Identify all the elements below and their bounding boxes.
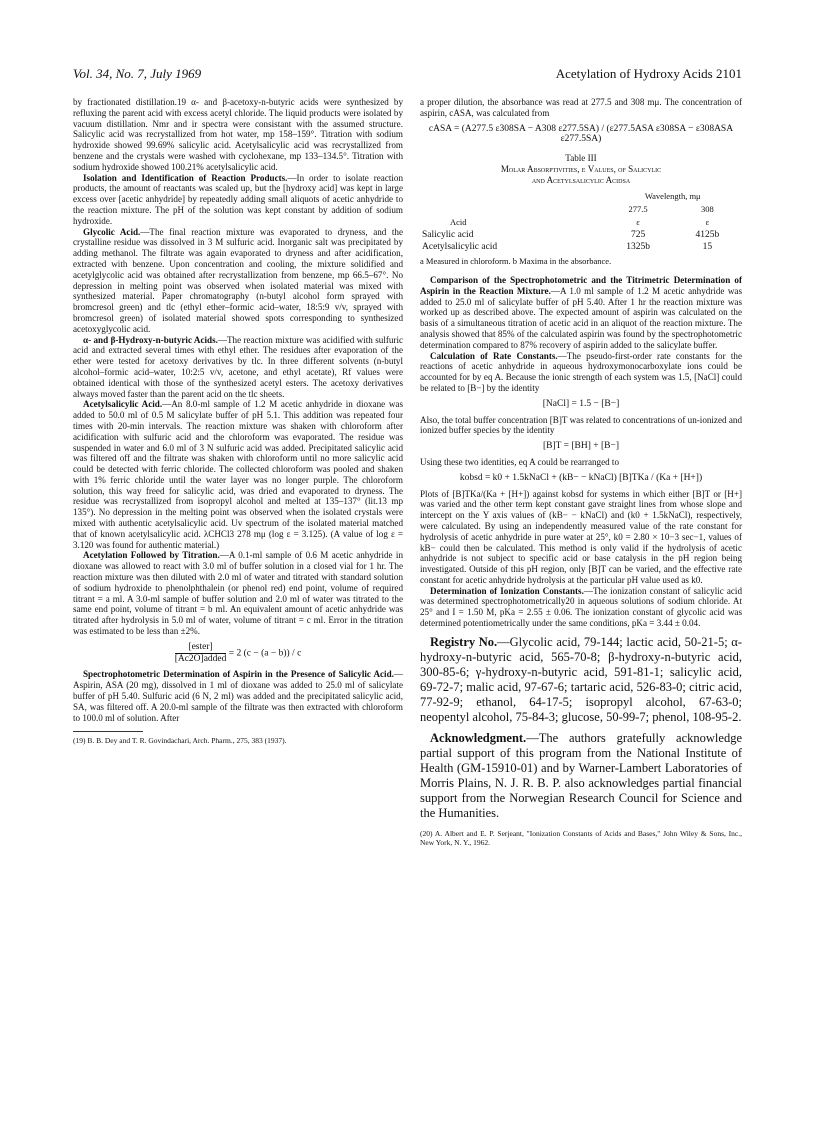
paragraph-text: —The ionization constant of salicylic acid was determined spectrophotometrically20 in aqueous solutions of sodium chloride. At 25° and I = 1.50 M, pKa = 2.55 ± 0.06. The ionization constant of glycolic acid was determined potentiometrically under the same conditions, pKa = 3.44 ± 0.04. (420, 585, 743, 629)
table-label: Table III (565, 153, 597, 164)
equation-fraction (175, 642, 227, 665)
table-title-line2: and Acetylsalicylic Acidsa (531, 175, 631, 186)
equation-nacl: [NaCl] = 1.5 − [B−] (542, 398, 620, 409)
table-cell: 4125b (695, 229, 720, 240)
paragraph (420, 351, 742, 394)
paragraph (73, 173, 403, 227)
running-title-page: Acetylation of Hydroxy Acids 2101 (555, 66, 742, 81)
table-cell: 15 (702, 242, 713, 253)
table-cell: 1325b (626, 242, 650, 253)
table-cell: 725 (630, 229, 646, 240)
paragraph-text: —Glycolic acid, 79-144; lactic acid, 50-21-5; α-hydroxy-n-butyric acid, 565-70-8; β-hydroxy-n-butyric acid, 300-85-6; γ-hydroxy-n-butyric acid, 591-81-1; salicylic acid, 69-72-7; malic acid, 97-67-6; tartaric acid, 526-83-0; citric acid, 77-92-9; ethanol, 64-17-5; isopropyl alcohol, 67-63-0; neopentyl alcohol, 75-84-3; glucose, 50-99-7; phenol, 108-95-2. (420, 634, 743, 724)
equation-buffer-total: [B]T = [BH] + [B−] (542, 441, 620, 452)
journal-volume: Vol. 34, No. 7, July 1969 (73, 66, 202, 81)
paragraph (73, 669, 403, 723)
equation-numerator: [ester] (175, 642, 227, 654)
row-header-label: Acid (450, 216, 467, 227)
left-column (73, 97, 403, 745)
table-cell: Salicylic acid (422, 229, 474, 240)
section-heading: Comparison of the Spectrophotometric and the Titrimetric Determination of Aspirin in the Reaction Mixture. (420, 274, 742, 296)
section-heading: Determination of Ionization Constants. (430, 585, 584, 596)
paragraph (73, 399, 403, 550)
table-caption (420, 153, 742, 186)
paragraph: a proper dilution, the absorbance was read at 277.5 and 308 mμ. The concentration of aspirin, cASA, was calculated from (420, 97, 742, 118)
paragraph-text: —The reaction mixture was acidified with sulfuric acid and extracted several times with ethyl ether. The residues after evaporation of the ether were tested for acetoxy derivatives by tlc. In three different solvents (n-butyl alcohol–formic acid–water, 10:2:5 v/v, acetone, and ethyl acetate), Rf values were obtained identical with those of the synthesized acetyl esters. The acetoxy derivatives always moved faster than the parent acid on the tlc sheets. (73, 334, 404, 399)
paragraph-text: —The pseudo-first-order rate constants for the reactions of acetic anhydride in aqueous hydroxymonocarboxylate ions could be accounted for by eq A. Because the ionic strength of each system was 1.5, [NaCl] could be related to [B−] by the identity (420, 350, 742, 393)
registry-paragraph (420, 635, 742, 725)
equation-ester-ratio (73, 642, 403, 665)
column-header: 277.5 (628, 203, 648, 214)
paragraph: Also, the total buffer concentration [B]T was related to concentrations of un-ionized and ionized buffer species by the identity (420, 414, 742, 436)
equation-kobsd: kobsd = k0 + 1.5kNaCl + (kB− − kNaCl) [B]TKa / (Ka + [H+]) (459, 472, 703, 483)
table-row (420, 229, 742, 242)
paragraph (73, 227, 403, 335)
section-heading: Glycolic Acid. (83, 226, 141, 237)
equation-rhs: = 2 (c − (a − b)) / c (228, 648, 302, 659)
paragraph-text: —A 0.1-ml sample of 0.6 M acetic anhydride in dioxane was allowed to react with 3.0 ml of buffer solution in a closed vial for 1 hr. The reaction mixture was then diluted with 2.0 ml of water and titrated with standard solution of sodium hydroxide to phenolphthalein (or phenol red) end point, volume of required titrant = a ml. A 3.0-ml sample of buffer solution and 2.0 ml of water was titrated to the same end point, volume of titrant = b ml. An equivalent amount of acetic anhydride was titrated after hydrolysis in 5.0 ml of water, volume of titrant = c ml. Error in the titration was estimated to be less than ±2%. (73, 550, 403, 637)
acknowledgment-paragraph (420, 731, 742, 821)
paragraph (420, 586, 742, 629)
paragraph: by fractionated distillation.19 α- and β-acetoxy-n-butyric acids were synthesized by refluxing the parent acid with excess acetyl chloride. The liquid products were isolated by vacuum distillation. Nmr and ir spectra were consistant with the assumed structure. Salicylic acid was recrystallized from hot water, mp 158–159°. Titration with sodium hydroxide showed 99.69% salicylic acid. Acetylsalicylic acid was recrystallized from benzene and the crystals were washed with cyclohexane, mp 133–134.5°. Titration with sodium hydroxide showed 100.21% acetylsalicylic acid. (73, 97, 403, 172)
section-heading: α- and β-Hydroxy-n-butyric Acids. (83, 334, 218, 345)
equation-denominator: [Ac2O]added (174, 653, 227, 664)
footnote-19: (19) B. B. Dey and T. R. Govindachari, Arch. Pharm., 275, 383 (1937). (73, 736, 287, 746)
paragraph-text: —In order to isolate reaction products, the amount of reactants was scaled up, but the [hydroxy acid] was kept in large excess over [acetic anhydride] by repeatedly adding small aliquots of acetic anhydride to the reaction mixture. The pH of the solution was kept constant by addition of sodium hydroxide. (73, 172, 403, 226)
equation-casa: cASA = (A277.5 ε308SA − A308 ε277.5SA) / (ε277.5ASA ε308SA − ε308ASA ε277.5SA) (428, 123, 734, 145)
footnote-20: (20) A. Albert and E. P. Serjeant, "Ionization Constants of Acids and Bases," John Wiley & Sons, Inc., New York, N. Y., 1962. (420, 828, 742, 847)
paragraph: Plots of [B]TKa/(Ka + [H+]) against kobsd for systems in which either [B]T or [H+] was varied and the other term kept constant gave straight lines from whose slope and intercept on the Y axis values of (kB− − kNaCl) and (k0 + 1.5kNaCl), respectively, were calculated. By using an independently measured value of the rate constant for hydrolysis of acetic anhydride in pure water at 25°, k0 = 2.80 × 10−3 sec−1, values of kB− could then be calculated. This method is only valid if the hydrolysis of acetic anhydride is not subject to specific acid or base catalysis in the pH region being investigated. Outside of this pH region, only [B]T can be varied, and the effective rate constant for acetic anhydride hydrolysis at the particular pH value used as k0. (420, 488, 742, 585)
right-column (420, 97, 742, 847)
section-heading: Isolation and Identification of Reaction Products. (83, 172, 288, 183)
epsilon-symbol: ε (705, 216, 710, 227)
table-row (420, 241, 742, 254)
epsilon-symbol: ε (636, 216, 640, 227)
section-heading: Acetylsalicylic Acid. (83, 399, 163, 410)
table-cell: Acetylsalicylic acid (422, 242, 498, 253)
table-molar-absorptivities (420, 190, 742, 254)
paragraph-text: —A 1.0 ml sample of 1.2 M acetic anhydride was added to 25.0 ml of salicylate buffer of pH 5.40. After 1 hr the reaction mixture was worked up as described above. The expected amount of aspirin was calculated on the basis of a simultaneous titration of acetic acid in an aliquot of the reaction mixture. The analysis showed that 85% of the calculated aspirin was found by the spectrophotometric determination compared to 87% recovery of aspirin added to the salicylate buffer. (420, 285, 742, 350)
paragraph (73, 550, 403, 636)
section-heading: Registry No. (430, 634, 498, 649)
paragraph-text: —Aspirin, ASA (20 mg), dissolved in 1 ml of dioxane was added to 25.0 ml of salicylate buffer of pH 5.40. Sulfuric acid (6 N, 2 ml) was added and the precipitated salicylic acid, SA, was filtered off. A 20.0-ml sample of the filtrate was then extracted with chloroform to 100.0 ml of solution. After (73, 669, 403, 723)
paragraph: Using these two identities, eq A could be rearranged to (420, 456, 620, 467)
footnote-rule (73, 731, 143, 732)
table-title-line1: Molar Absorptivities, ε Values, of Salicylic (500, 164, 662, 175)
paragraph-text: —An 8.0-ml sample of 1.2 M acetic anhydride in dioxane was added to 50.0 ml of 0.5 M salicylate buffer of pH 5.1. This addition was repeated four times with 20-min intervals. The reaction mixture was shaken with chloroform after acidification with sulfuric acid and the chloroform was evaporated. The residue was suspended in water and 6.0 ml of 3 N sulfuric acid was added. Precipitated salicylic acid was filtered off and the filtrate was shaken with chloroform until no more salicylic acid could be detected with ferric chloride. The collected chloroform was pooled and shaken with 1% ferric chloride until the water layer was no longer purple. The chloroform solution, this way freed for salicylic acid, was dried and evaporated to dryness. The residue was recrystallized from isopropyl alcohol and melted at 135–137° (lit.13 mp 135°). No depression in the melting point was observed when the isolated crystals were mixed with authentic acetylsalicylic acid. Uv spectrum of the isolated material matched that of known acetylsalicylic acid. λCHCl3 278 mμ (log ε = 3.125). (A value of log ε = 3.120 was found for authentic material.) (73, 399, 403, 550)
paragraph-text: —The authors gratefully acknowledge partial support of this program from the National Institute of Health (GM-15910-01) and by Warner-Lambert Laboratories of Morris Plains, N. J. R. B. P. also acknowledges partial financial support from the Norwegian Research Council for Science and the Humanities. (420, 730, 742, 820)
paragraph-text: —The final reaction mixture was evaporated to dryness, and the crystalline residue was dissolved in 3 M sulfuric acid. Inorganic salt was precipitated by adding methanol. The filtrate was again evaporated to dryness and after acidification, extracted with benzene. Upon concentration and cooling, the mixture solidified and acetylglycolic acid was obtained after recrystallization from benzene, mp 66.5–67°. No depression in melting point was observed when isolated material was mixed with synthesized material. Paper chromatography (n-butyl alcohol form sprayed with bromcresol green) and tlc (ethyl ether–formic acid–water, 18:5:9 v/v, sprayed with bromcresol green) of isolated material showed spots corresponding to synthesized acetoxyglycolic acid. (73, 226, 403, 334)
table-spanner: Wavelength, mμ (644, 191, 701, 202)
paragraph (420, 275, 742, 351)
section-heading: Acknowledgment. (430, 730, 527, 745)
paragraph (73, 335, 403, 400)
section-heading: Spectrophotometric Determination of Aspirin in the Presence of Salicylic Acid. (83, 669, 394, 680)
running-header (73, 66, 742, 82)
table-footnote: a Measured in chloroform. b Maxima in the absorbance. (420, 256, 612, 267)
section-heading: Acetylation Followed by Titration. (83, 550, 220, 561)
section-heading: Calculation of Rate Constants. (430, 350, 558, 361)
column-header: 308 (700, 203, 714, 214)
